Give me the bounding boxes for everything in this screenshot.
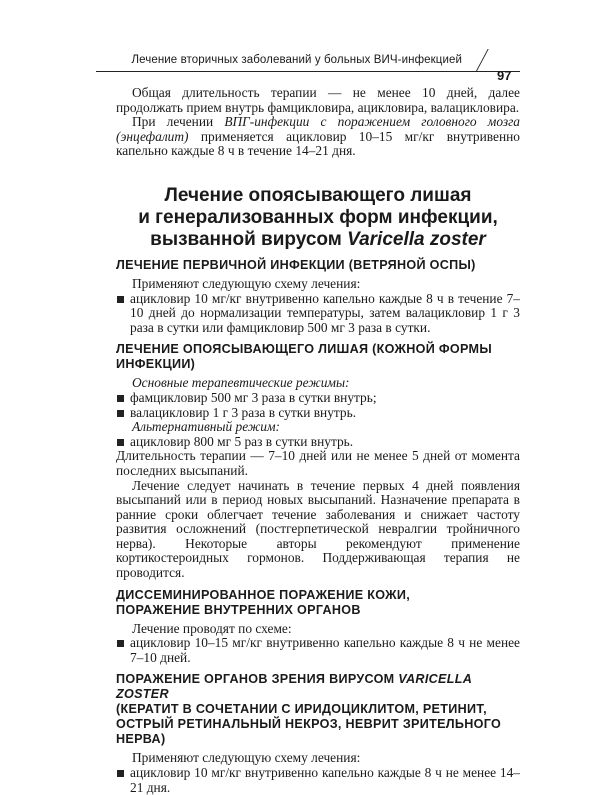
intro-paragraph-2 [116, 115, 520, 159]
chapter-title-line-2: и генерализованных форм инфекции, [138, 206, 498, 228]
section-3-heading-line-2: ПОРАЖЕНИЕ ВНУТРЕННИХ ОРГАНОВ [116, 602, 361, 617]
section-3-heading-line-1: ДИССЕМИНИРОВАННОЕ ПОРАЖЕНИЕ КОЖИ, [116, 587, 410, 602]
intro-p2-lead: При лечении [132, 114, 225, 130]
treatment-start-paragraph: Лечение следует начинать в течение первых 4 дней появления высыпаний или в период новых высыпаний. Назначение препарата в ранние сроки облегчает течение заболевания и снижает частоту развития осложнений (постгерпетической невралгии тройничного нерва). Некоторые авторы рекомендуют применение кортикостероидных гормонов. Поддерживающая терапия не проводится. [116, 477, 520, 581]
chapter-title [116, 185, 520, 251]
section-4-heading-line-2: (КЕРАТИТ В СОЧЕТАНИИ С ИРИДОЦИКЛИТОМ, РЕТИНИТ, [116, 702, 487, 717]
section-4-heading-pathogen: VARICELLA ZOSTER [116, 672, 472, 702]
section-3-lead: Лечение проводят по схеме: [132, 620, 292, 636]
list-item: ацикловир 10 мг/кг внутривенно капельно каждые 8 ч не менее 14– 21 дня. [116, 766, 520, 795]
header-rule [96, 71, 520, 72]
chapter-title-line-3 [116, 229, 520, 251]
intro-p2-emphasis: ВПГ-инфекции с поражением головного мозга (энцефалит) [116, 114, 520, 144]
chapter-title-pathogen: Varicella zoster [347, 228, 486, 250]
section-heading-primary-infection: ЛЕЧЕНИЕ ПЕРВИЧНОЙ ИНФЕКЦИИ (ВЕТРЯНОЙ ОСПЫ) [116, 257, 476, 272]
list-item: ацикловир 10–15 мг/кг внутривенно капельно каждые 8 ч не менее 7–10 дней. [116, 636, 520, 665]
page-number: 97 [497, 68, 512, 83]
section-heading-disseminated [116, 588, 520, 618]
text-column [116, 86, 520, 795]
list-item: фамцикловир 500 мг 3 раза в сутки внутрь; [116, 391, 520, 406]
intro-paragraph-1: Общая длительность терапии — не менее 10 дней, далее продолжать прием внутрь фамцикловира, ацикловира, валацикловира. [116, 85, 520, 115]
intro-p2-tail: применяется ацикловир 10–15 мг/кг внутривенно капельно каждые 8 ч в течение 14–21 дня. [116, 128, 520, 159]
list-item: валацикловир 1 г 3 раза в сутки внутрь. [116, 406, 520, 421]
running-header [96, 43, 520, 81]
chapter-title-line-1: Лечение опоясывающего лишая [164, 184, 472, 206]
list-item: ацикловир 800 мг 5 раз в сутки внутрь. [116, 435, 520, 450]
section-4-heading-prefix: ПОРАЖЕНИЕ ОРГАНОВ ЗРЕНИЯ ВИРУСОМ [116, 672, 399, 687]
basic-regimens-label: Основные терапевтические режимы: [132, 375, 350, 391]
section-heading-herpes-zoster: ЛЕЧЕНИЕ ОПОЯСЫВАЮЩЕГО ЛИШАЯ (КОЖНОЙ ФОРМЫ ИНФЕКЦИИ) [116, 342, 492, 372]
section-4-heading-line-3: ОСТРЫЙ РЕТИНАЛЬНЫЙ НЕКРОЗ, НЕВРИТ ЗРИТЕЛЬНОГО НЕРВА) [116, 717, 502, 747]
therapy-duration-paragraph: Длительность терапии — 7–10 дней или не менее 5 дней от момента последних высыпаний. [116, 448, 520, 478]
alternative-regimen-label: Альтернативный режим: [132, 419, 280, 435]
chapter-title-prefix: вызванной вирусом [150, 228, 348, 250]
list-item: ацикловир 10 мг/кг внутривенно капельно каждые 8 ч в течение 7–10 дней до нормализации температуры, затем валацикловир 1 г 3 раза в сутки или фамцикловир 500 мг 3 раза в сутки. [116, 292, 520, 336]
section-4-lead: Применяют следующую схему лечения: [132, 750, 361, 766]
running-header-title: Лечение вторичных заболеваний у больных ВИЧ-инфекцией [131, 54, 462, 66]
section-heading-ocular [116, 672, 520, 747]
section-1-lead: Применяют следующую схему лечения: [132, 275, 361, 291]
section-4-heading-line-1 [116, 672, 520, 702]
